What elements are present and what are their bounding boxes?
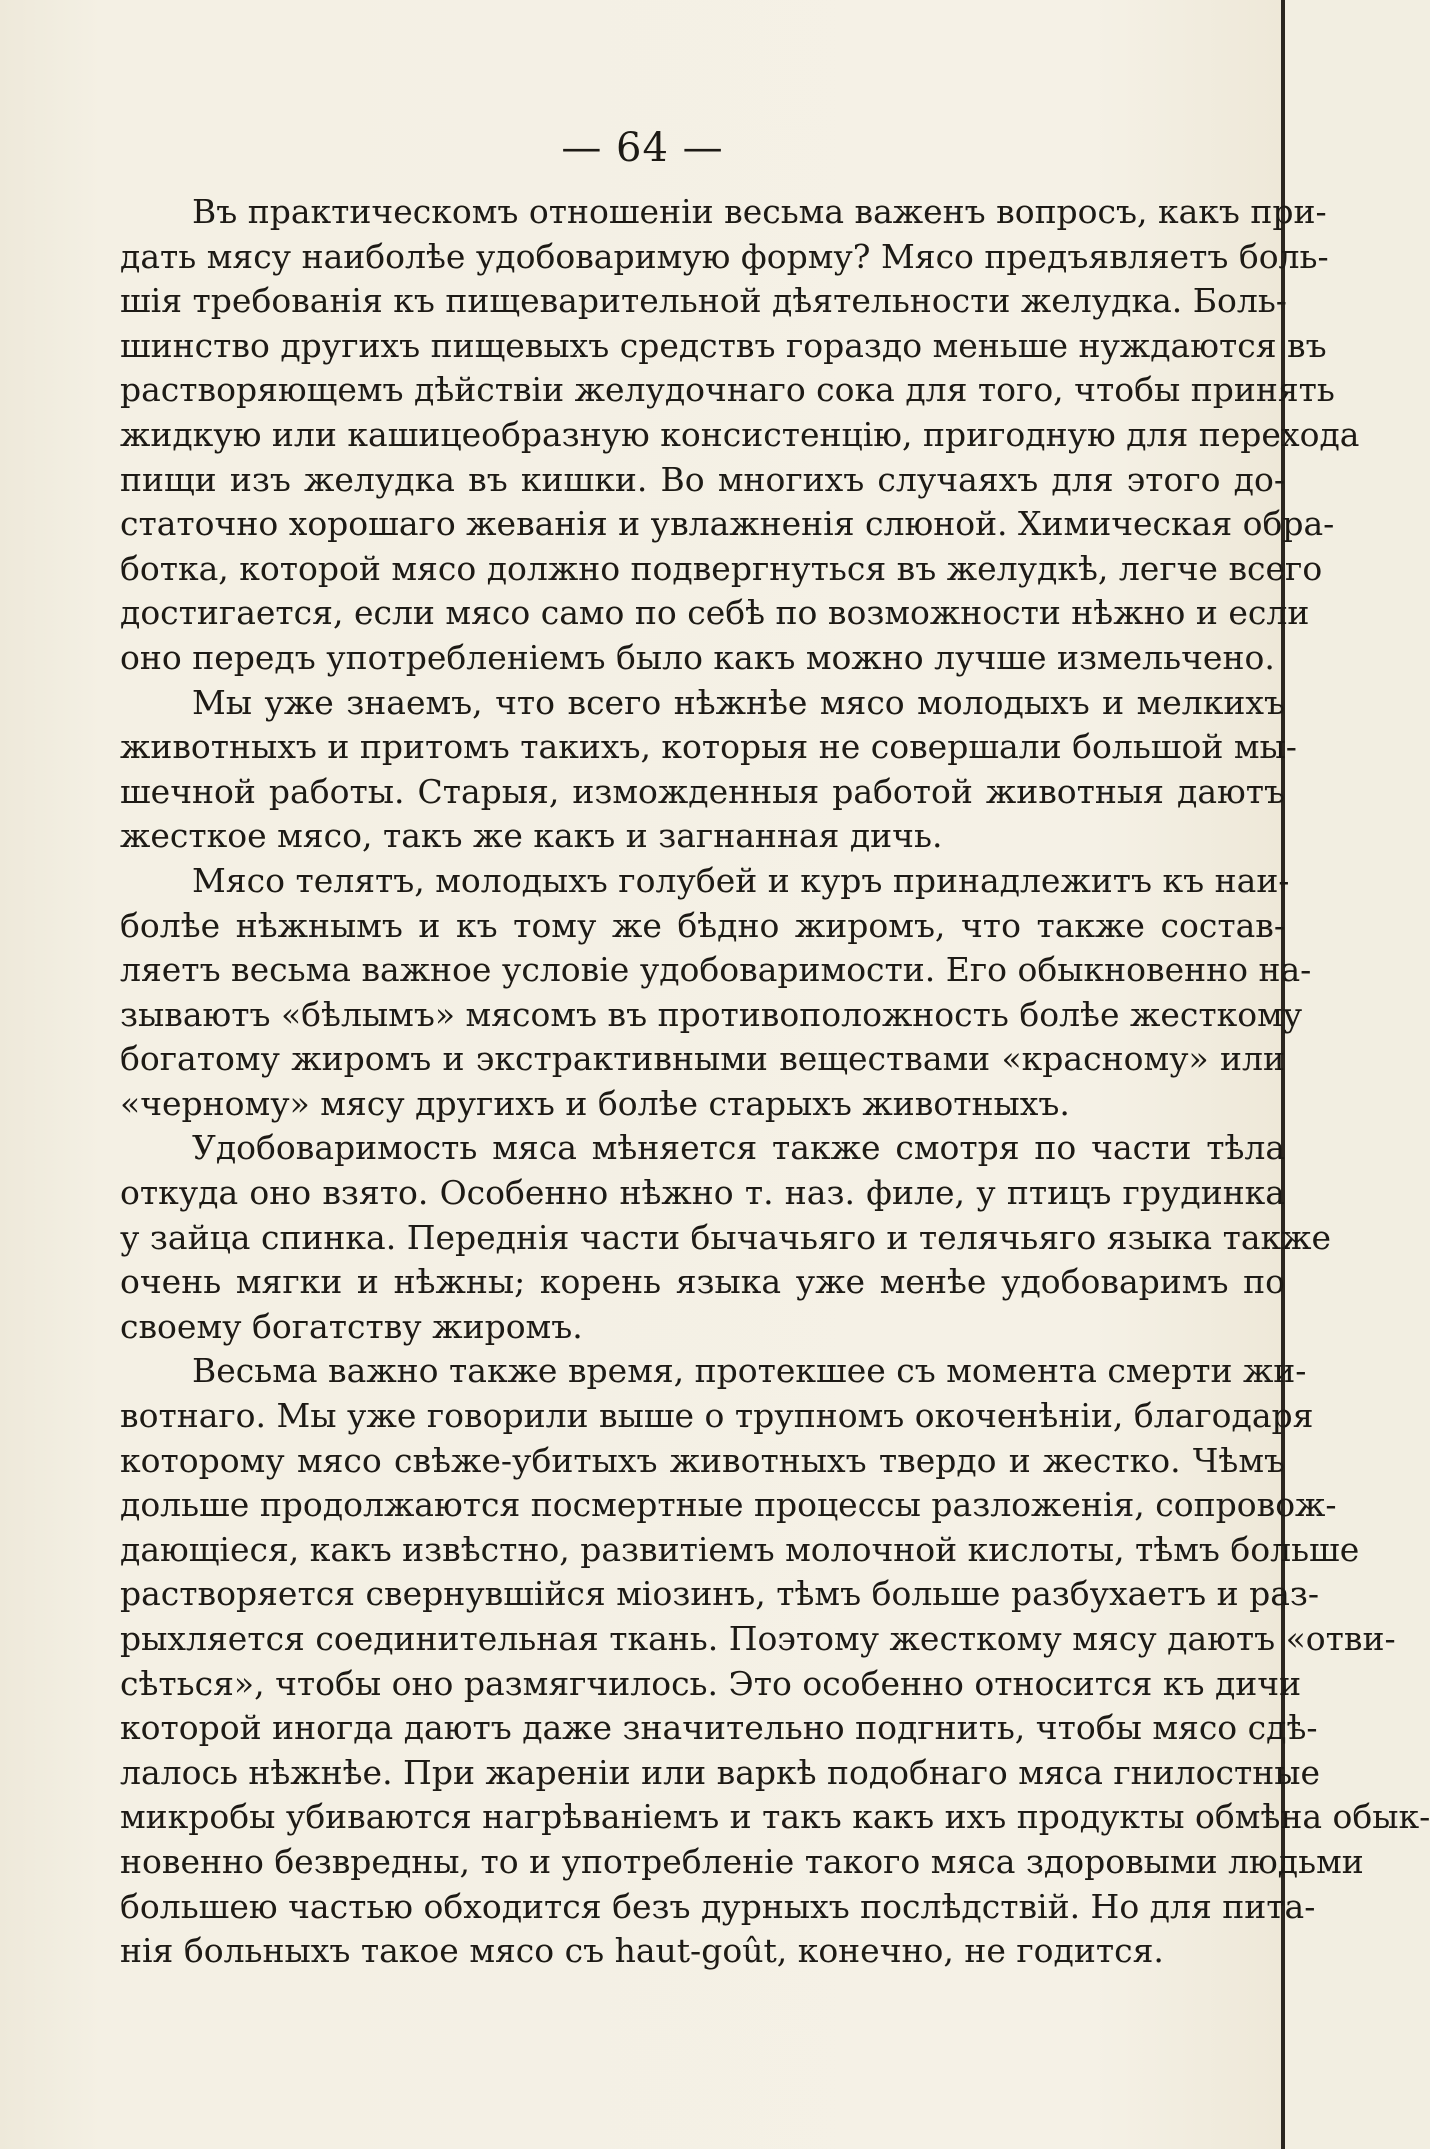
text-line: пищи изъ желудка въ кишки. Во многихъ случаяхъ для этого до- — [120, 459, 1285, 499]
text-line: откуда оно взято. Особенно нѣжно т. наз. филе, у птицъ грудинка — [120, 1173, 1285, 1213]
text-line: микробы убиваются нагрѣваніемъ и такъ какъ ихъ продукты обмѣна обык- — [120, 1797, 1430, 1837]
text-line: Мясо телятъ, молодыхъ голубей и куръ принадлежитъ къ наи- — [192, 860, 1290, 900]
text-line: лалось нѣжнѣе. При жареніи или варкѣ подобнаго мяса гнилостные — [120, 1752, 1321, 1792]
body-text — [120, 190, 1430, 1974]
text-line: жидкую или кашицеобразную консистенцію, пригодную для перехода — [120, 414, 1360, 454]
text-line: вотнаго. Мы уже говорили выше о трупномъ окоченѣніи, благодаря — [120, 1396, 1314, 1436]
text-line: своему богатству жиромъ. — [120, 1306, 583, 1346]
text-line: ботка, которой мясо должно подвергнуться въ желудкѣ, легче всего — [120, 548, 1323, 588]
text-line: растворяется свернувшійся міозинъ, тѣмъ больше разбухаетъ и раз- — [120, 1574, 1320, 1614]
text-line: новенно безвредны, то и употребленіе такого мяса здоровыми людьми — [120, 1841, 1364, 1881]
text-line: жесткое мясо, такъ же какъ и загнанная дичь. — [120, 816, 943, 856]
text-line: Мы уже знаемъ, что всего нѣжнѣе мясо молодыхъ и мелкихъ — [192, 682, 1285, 722]
text-line: Удобоваримость мяса мѣняется также смотря по части тѣла — [192, 1128, 1285, 1168]
text-line: Въ практическомъ отношеніи весьма важенъ вопросъ, какъ при- — [192, 192, 1327, 231]
text-line: дольше продолжаются посмертные процессы разложенія, сопровож- — [120, 1485, 1337, 1525]
text-line: которой иногда даютъ даже значительно подгнить, чтобы мясо сдѣ- — [120, 1708, 1318, 1748]
page-number: — 64 — — [561, 125, 724, 171]
text-line: шинство другихъ пищевыхъ средствъ гораздо меньше нуждаются въ — [120, 325, 1327, 365]
text-line: болѣе нѣжнымъ и къ тому же бѣдно жиромъ, что также состав- — [120, 905, 1285, 945]
text-line: у зайца спинка. Переднія части бычачьяго и телячьяго языка также — [120, 1217, 1332, 1257]
text-line: статочно хорошаго жеванія и увлажненія слюной. Химическая обра- — [120, 504, 1335, 544]
text-line: рыхляется соединительная ткань. Поэтому жесткому мясу даютъ «отви- — [120, 1619, 1396, 1658]
text-line: «черному» мясу другихъ и болѣе старыхъ животныхъ. — [120, 1083, 1070, 1123]
text-line: шечной работы. Старыя, изможденныя работой животныя даютъ — [120, 771, 1285, 811]
text-line: очень мягки и нѣжны; корень языка уже менѣе удобоваримъ по — [120, 1262, 1285, 1302]
text-line: большею частью обходится безъ дурныхъ послѣдствій. Но для пита- — [120, 1886, 1316, 1926]
text-line: шія требованія къ пищеварительной дѣятельности желудка. Боль- — [120, 281, 1287, 321]
text-line: животныхъ и притомъ такихъ, которыя не совершали большой мы- — [120, 727, 1297, 767]
text-line: нія больныхъ такое мясо съ haut-goût, конечно, не годится. — [120, 1931, 1164, 1971]
text-line: оно передъ употребленіемъ было какъ можно лучше измельчено. — [120, 637, 1275, 677]
text-line: богатому жиромъ и экстрактивными веществами «красному» или — [120, 1039, 1285, 1079]
text-line: Весьма важно также время, протекшее съ момента смерти жи- — [192, 1351, 1307, 1391]
text-line: зываютъ «бѣлымъ» мясомъ въ противоположность болѣе жесткому — [120, 994, 1303, 1034]
text-line: растворяющемъ дѣйствіи желудочнаго сока для того, чтобы принять — [120, 370, 1335, 410]
text-line: сѣться», чтобы оно размягчилось. Это особенно относится къ дичи — [120, 1663, 1302, 1703]
text-line: дающіеся, какъ извѣстно, развитіемъ молочной кислоты, тѣмъ больше — [120, 1529, 1360, 1569]
text-line: которому мясо свѣже-убитыхъ животныхъ твердо и жестко. Чѣмъ — [120, 1440, 1285, 1480]
text-line: ляетъ весьма важное условіе удобоваримости. Его обыкновенно на- — [120, 950, 1312, 990]
text-line: дать мясу наиболѣе удобоваримую форму? Мясо предъявляетъ боль- — [120, 236, 1329, 276]
text-line: достигается, если мясо само по себѣ по возможности нѣжно и если — [120, 593, 1310, 633]
